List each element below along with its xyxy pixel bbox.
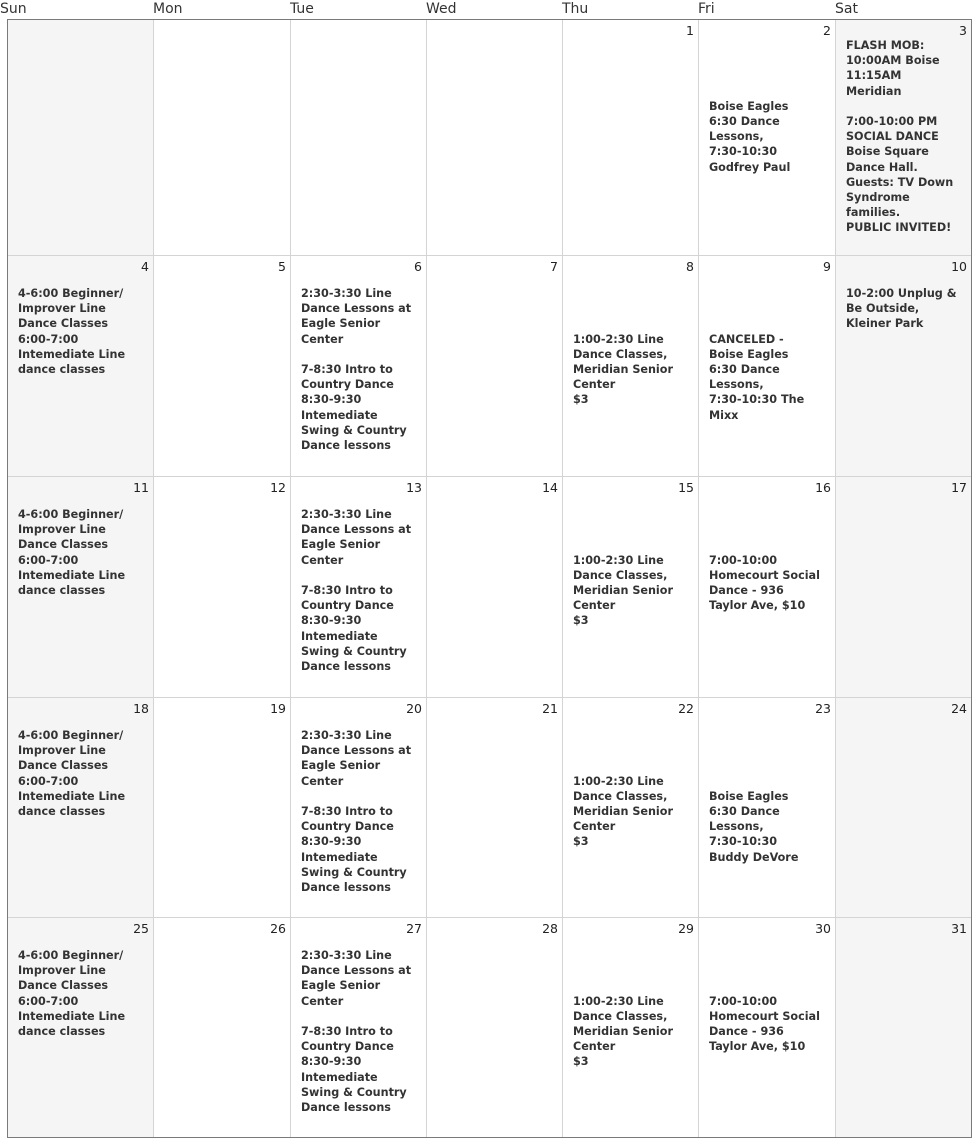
day-number: 12 [270, 480, 286, 495]
day-number: 19 [270, 701, 286, 716]
day-cell[interactable] [8, 698, 154, 918]
day-cell[interactable] [836, 20, 971, 256]
day-number: 9 [823, 259, 831, 274]
day-cell[interactable] [8, 477, 154, 698]
day-cell[interactable] [154, 698, 291, 918]
weekday-label-sat: Sat [835, 1, 858, 17]
day-number: 23 [815, 701, 831, 716]
day-number: 8 [686, 259, 694, 274]
day-cell[interactable] [427, 477, 563, 698]
day-cell[interactable] [154, 918, 291, 1137]
event-text[interactable]: 1:00-2:30 Line Dance Classes, Meridian Senior Center $3 [573, 774, 673, 849]
day-cell[interactable] [699, 918, 836, 1137]
day-number: 4 [141, 259, 149, 274]
day-cell[interactable] [836, 698, 971, 918]
day-cell[interactable] [563, 918, 699, 1137]
day-number: 29 [678, 921, 694, 936]
day-cell[interactable] [836, 477, 971, 698]
event-text[interactable]: 4-6:00 Beginner/ Improver Line Dance Classes 6:00-7:00 Intemediate Line dance classes [18, 729, 126, 819]
day-number: 10 [951, 259, 967, 274]
weekday-label-tue: Tue [290, 1, 314, 17]
day-cell[interactable] [291, 918, 427, 1137]
day-number: 20 [406, 701, 422, 716]
day-cell[interactable] [8, 256, 154, 477]
day-number: 24 [951, 701, 967, 716]
day-cell[interactable] [8, 918, 154, 1137]
day-cell[interactable] [699, 20, 836, 256]
day-number: 14 [542, 480, 558, 495]
event-text[interactable]: 2:30-3:30 Line Dance Lessons at Eagle Senior Center 7-8:30 Intro to Country Dance 8:30-9:30 Intemediate Swing & Country Dance lessons [301, 508, 412, 674]
event-text[interactable]: 2:30-3:30 Line Dance Lessons at Eagle Senior Center 7-8:30 Intro to Country Dance 8:30-9:30 Intemediate Swing & Country Dance lessons [301, 949, 412, 1115]
event-text[interactable]: 10-2:00 Unplug & Be Outside, Kleiner Park [846, 287, 957, 331]
event-text[interactable]: 4-6:00 Beginner/ Improver Line Dance Classes 6:00-7:00 Intemediate Line dance classes [18, 949, 126, 1039]
calendar-grid [7, 19, 972, 1138]
event-text[interactable]: 2:30-3:30 Line Dance Lessons at Eagle Senior Center 7-8:30 Intro to Country Dance 8:30-9:30 Intemediate Swing & Country Dance lessons [301, 729, 412, 895]
day-cell[interactable] [427, 20, 563, 256]
day-number: 21 [542, 701, 558, 716]
event-text[interactable]: 1:00-2:30 Line Dance Classes, Meridian Senior Center $3 [573, 553, 673, 628]
day-cell[interactable] [699, 698, 836, 918]
day-number: 22 [678, 701, 694, 716]
day-number: 6 [414, 259, 422, 274]
event-text[interactable]: 2:30-3:30 Line Dance Lessons at Eagle Senior Center 7-8:30 Intro to Country Dance 8:30-9:30 Intemediate Swing & Country Dance lessons [301, 287, 412, 453]
event-text[interactable]: CANCELED - Boise Eagles 6:30 Dance Lessons, 7:30-10:30 The Mixx [709, 332, 805, 422]
day-cell[interactable] [291, 256, 427, 477]
event-text[interactable]: 1:00-2:30 Line Dance Classes, Meridian Senior Center $3 [573, 994, 673, 1069]
day-cell[interactable] [699, 477, 836, 698]
event-text[interactable]: 1:00-2:30 Line Dance Classes, Meridian Senior Center $3 [573, 332, 673, 407]
day-cell[interactable] [154, 256, 291, 477]
day-number: 1 [686, 23, 694, 38]
day-cell[interactable] [836, 256, 971, 477]
day-cell[interactable] [154, 20, 291, 256]
event-text[interactable]: 4-6:00 Beginner/ Improver Line Dance Classes 6:00-7:00 Intemediate Line dance classes [18, 287, 126, 377]
day-cell[interactable] [563, 477, 699, 698]
day-number: 7 [550, 259, 558, 274]
day-number: 15 [678, 480, 694, 495]
day-number: 5 [278, 259, 286, 274]
weekday-label-sun: Sun [0, 1, 27, 17]
event-text[interactable]: Boise Eagles 6:30 Dance Lessons, 7:30-10:30 Buddy DeVore [709, 789, 799, 864]
day-number: 2 [823, 23, 831, 38]
day-number: 11 [133, 480, 149, 495]
day-cell[interactable] [291, 477, 427, 698]
weekday-label-wed: Wed [426, 1, 457, 17]
day-cell[interactable] [291, 698, 427, 918]
event-text[interactable]: 4-6:00 Beginner/ Improver Line Dance Classes 6:00-7:00 Intemediate Line dance classes [18, 508, 126, 598]
day-cell[interactable] [563, 20, 699, 256]
day-cell[interactable] [154, 477, 291, 698]
day-number: 28 [542, 921, 558, 936]
day-cell[interactable] [836, 918, 971, 1137]
day-number: 13 [406, 480, 422, 495]
day-cell[interactable] [427, 256, 563, 477]
day-cell[interactable] [699, 256, 836, 477]
day-cell[interactable] [563, 256, 699, 477]
weekday-label-fri: Fri [698, 1, 715, 17]
day-number: 18 [133, 701, 149, 716]
event-text[interactable]: 7:00-10:00 Homecourt Social Dance - 936 Taylor Ave, $10 [709, 994, 820, 1054]
day-number: 30 [815, 921, 831, 936]
day-number: 16 [815, 480, 831, 495]
day-cell[interactable] [427, 698, 563, 918]
day-cell[interactable] [8, 20, 154, 256]
day-number: 26 [270, 921, 286, 936]
day-cell[interactable] [291, 20, 427, 256]
day-number: 31 [951, 921, 967, 936]
day-number: 3 [959, 23, 967, 38]
event-text[interactable]: FLASH MOB: 10:00AM Boise 11:15AM Meridian 7:00-10:00 PM SOCIAL DANCE Boise Square Dance Hall. Guests: TV Down Syndrome families. PUBLIC INVITED! [846, 39, 954, 235]
event-text[interactable]: 7:00-10:00 Homecourt Social Dance - 936 Taylor Ave, $10 [709, 553, 820, 613]
weekday-label-mon: Mon [153, 1, 183, 17]
event-text[interactable]: Boise Eagles 6:30 Dance Lessons, 7:30-10:30 Godfrey Paul [709, 99, 791, 174]
weekday-label-thu: Thu [562, 1, 589, 17]
day-number: 17 [951, 480, 967, 495]
day-number: 27 [406, 921, 422, 936]
day-cell[interactable] [427, 918, 563, 1137]
day-number: 25 [133, 921, 149, 936]
weekday-header-row [0, 0, 972, 19]
day-cell[interactable] [563, 698, 699, 918]
